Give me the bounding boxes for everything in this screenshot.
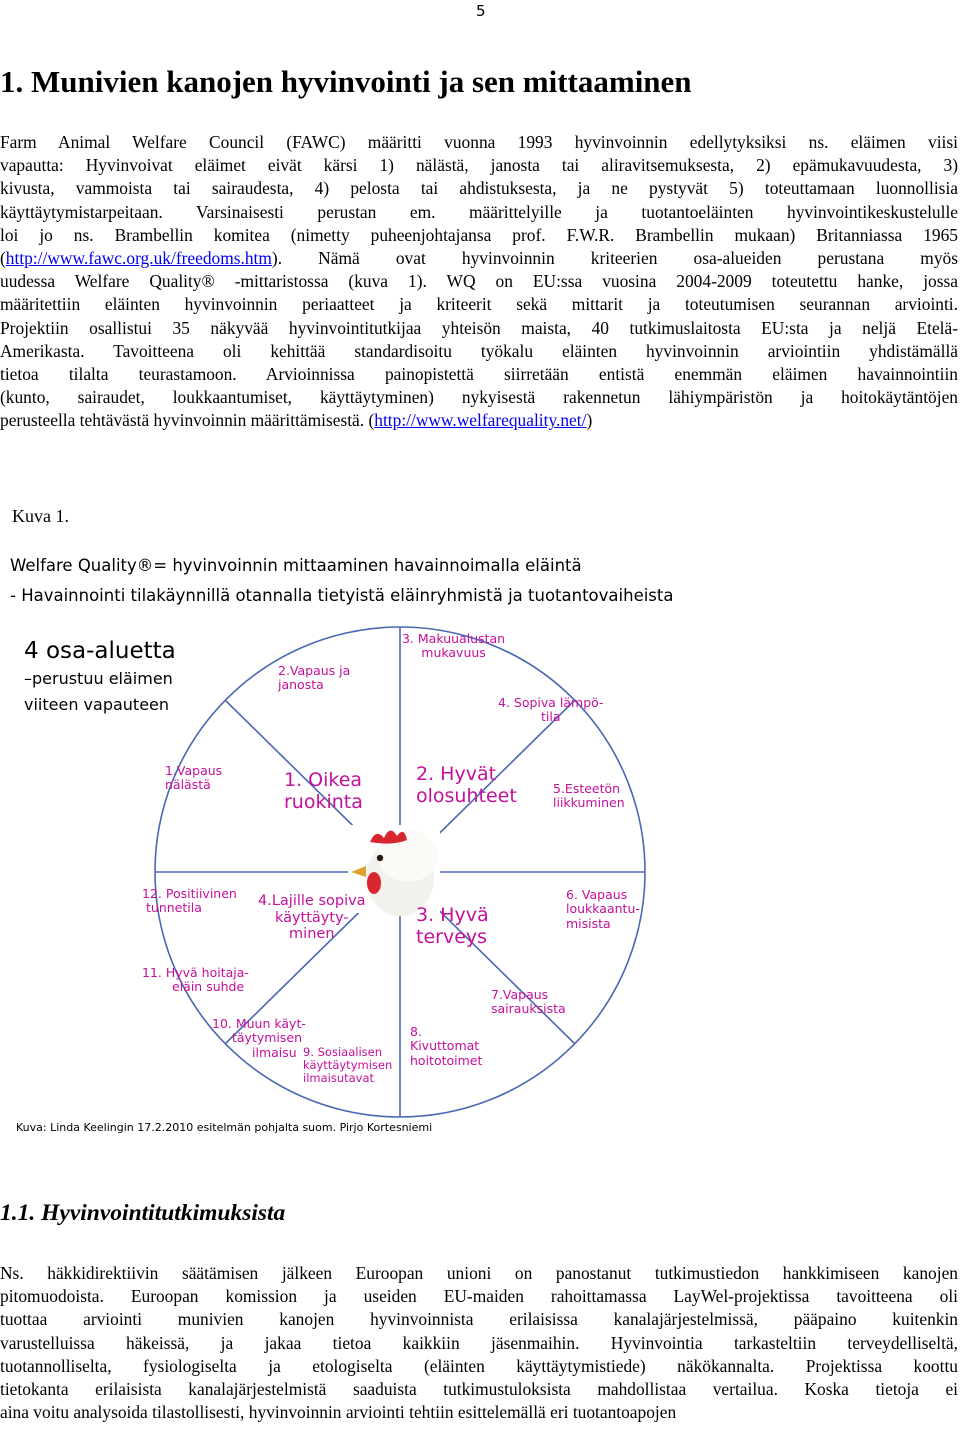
criterion-2	[278, 664, 350, 693]
criterion-line: janosta	[278, 677, 324, 693]
intro-paragraph	[0, 131, 958, 433]
criterion-11	[142, 966, 249, 995]
criterion-10	[212, 1017, 306, 1060]
text-line: tietoa tilalta teurastamoon. Arvioinnissa painopistettä siirretään entistä enemmän eläimen havainnointiin	[0, 364, 958, 385]
quadrant-line: 4.Lajille sopiva	[258, 893, 366, 909]
figure-label: Kuva 1.	[12, 506, 69, 526]
fawc-link[interactable]: http://www.fawc.org.uk/freedoms.htm	[5, 248, 272, 269]
criterion-line: ilmaisutavat	[303, 1071, 375, 1086]
criterion-line: misista	[566, 915, 611, 931]
quadrant-health	[416, 905, 489, 949]
criterion-line: liikkuminen	[553, 795, 625, 811]
text-line: aina voitu analysoida tilastollisesti, hyvinvoinnin arviointi tehtiin esittelemällä eri tuotantoapojen	[0, 1402, 677, 1423]
quadrant-line: terveys	[416, 925, 488, 948]
criterion-line: ilmaisu	[252, 1044, 297, 1060]
criterion-line: 3. Makuualustan	[402, 631, 506, 646]
text-line: pitomuodoista. Euroopan komission ja useiden EU-maiden rahoittamassa LayWel-projektissa tavoitteena oli	[0, 1286, 958, 1307]
text-line	[0, 247, 958, 270]
criterion-line: 7.Vapaus	[491, 987, 549, 1002]
text-line: käyttäytymistarpeitaan. Varsinaisesti perustan em. määrittelyille ja tuotantoeläinten hyvinvointikeskustelulle	[0, 201, 958, 222]
criterion-line: 12. Positiivinen	[142, 886, 237, 901]
criterion-line: Kivuttomat	[410, 1038, 480, 1054]
welfarequality-link[interactable]: http://www.welfarequality.net/	[374, 410, 587, 431]
criterion-line: 5.Esteetön	[553, 781, 621, 796]
page-number: 5	[476, 2, 486, 20]
quadrant-line: käyttäyty-	[274, 909, 349, 926]
text-fragment: ). Nämä ovat hyvinvoinnin kriteerien osa-alueiden perustana myös	[271, 248, 958, 269]
criterion-line: tunnetila	[146, 900, 202, 916]
text-line: tuotannolliselta, fysiologiselta ja etologiselta (eläinten käyttäytymistiede) näkökannalta. Projektissa koottu	[0, 1355, 958, 1376]
criterion-line: käyttäytymisen	[303, 1058, 393, 1073]
quadrant-line: 2. Hyvät	[416, 763, 497, 785]
criterion-line: 1.Vapaus	[165, 763, 223, 778]
figure-title: Welfare Quality®= hyvinvoinnin mittaaminen havainnoimalla eläintä	[10, 556, 582, 575]
text-line: Ns. häkkidirektiivin säätämisen jälkeen Euroopan unioni on panostanut tutkimustiedon hankkimiseen kanojen	[0, 1263, 958, 1283]
criterion-line: eläin suhde	[172, 979, 245, 995]
text-line: Projektiin osallistui 35 näkyvää hyvinvointitutkijaa yhteisön maista, 40 tutkimuslaitosta EU:sta ja neljä Etelä-	[0, 317, 958, 338]
criterion-line: 2.Vapaus ja	[278, 663, 351, 678]
quadrant-line: 3. Hyvä	[416, 904, 489, 926]
research-paragraph	[0, 1262, 958, 1424]
text-line: Farm Animal Welfare Council (FAWC) määritti vuonna 1993 hyvinvoinnin edellytyksiksi ns. eläimen viisi	[0, 132, 958, 152]
criterion-line: loukkaantu-	[566, 901, 640, 917]
criterion-7	[491, 988, 566, 1017]
criterion-line: 8.	[410, 1024, 422, 1039]
quadrant-line: 1. Oikea	[284, 769, 363, 791]
text-line	[0, 409, 958, 432]
text-line: (kunto, sairaudet, loukkaantumiset, käyttäytyminen) nykyisestä rakennetun lähiympäristön ja hoitokäytäntöjen	[0, 387, 958, 408]
criterion-5	[553, 782, 625, 811]
criterion-line: sairauksista	[491, 1001, 566, 1017]
criterion-line: täytymisen	[232, 1030, 303, 1046]
criterion-8	[410, 1025, 482, 1068]
text-line: kivusta, vammoista tai sairaudesta, 4) pelosta tai ahdistuksesta, ja ne pystyvät 5) toteuttamaan luonnollisia	[0, 178, 958, 199]
section-heading: 1. Munivien kanojen hyvinvointi ja sen mittaaminen	[0, 64, 692, 99]
criterion-line: mukavuus	[421, 645, 486, 661]
text-line: tuottaa arviointi munivien kanojen hyvinvoinnista erilaisissa kanalajärjestelmissä, pääpaino kuitenkin	[0, 1309, 958, 1330]
criterion-12	[142, 887, 237, 916]
criterion-line: 10. Muun käyt-	[212, 1016, 306, 1031]
text-line: tietokanta erilaisista kanalajärjestelmistä saaduista tutkimustuloksista mahdollistaa vertailua. Koska tietoja ei	[0, 1379, 958, 1400]
text-line: varustelluissa häkeissä, ja jakaa tietoa kaikkiin jäsenmaihin. Hyvinvointia tarkasteltiin terveydelliseltä,	[0, 1332, 958, 1353]
text-line: määritettiin eläinten hyvinvoinnin periaatteet ja kriteerit sekä mittarit ja toteutumisen seurannan arviointi.	[0, 294, 958, 315]
text-line: Amerikasta. Tavoitteena oli kehittää standardisoitu työkalu eläinten hyvinvoinnin arviointiin yhdistämällä	[0, 340, 958, 361]
quadrant-feeding	[284, 770, 363, 814]
criterion-line: 4. Sopiva lämpö-	[498, 695, 604, 710]
four-areas-title: 4 osa-aluetta	[24, 638, 176, 664]
figure-caption: Kuva: Linda Keelingin 17.2.2010 esitelmän pohjalta suom. Pirjo Kortesniemi	[16, 1121, 433, 1134]
text-fragment: perusteella tehtävästä hyvinvoinnin määrittämisestä. (	[0, 410, 375, 431]
criterion-line: 6. Vapaus	[566, 887, 628, 902]
criterion-9	[303, 1046, 392, 1086]
text-line: loi jo ns. Brambellin komitea (nimetty puheenjohtajansa prof. F.W.R. Brambellin mukaan) Britanniassa 1965	[0, 224, 958, 245]
criterion-line: 9. Sosiaalisen	[303, 1045, 382, 1059]
four-areas-text: viiteen vapauteen	[24, 695, 170, 714]
criterion-1	[165, 764, 222, 793]
four-areas-box	[24, 636, 176, 718]
quadrant-line: olosuhteet	[416, 784, 517, 807]
four-areas-text: –perustuu eläimen	[24, 669, 173, 688]
criterion-3	[402, 632, 505, 661]
criterion-4	[498, 696, 604, 725]
quadrant-line: minen	[289, 926, 335, 943]
text-line: uudessa Welfare Quality® -mittaristossa (kuva 1). WQ on EU:ssa vuosina 2004-2009 toteutettu hanke, jossa	[0, 271, 958, 292]
text-fragment: (	[0, 248, 6, 269]
subsection-heading: 1.1. Hyvinvointitutkimuksista	[0, 1200, 286, 1226]
criterion-line: tila	[541, 709, 561, 725]
quadrant-line: ruokinta	[284, 790, 363, 813]
quadrant-behaviour	[258, 893, 366, 943]
criterion-line: hoitotoimet	[410, 1052, 483, 1068]
text-line: vapautta: Hyvinvoivat eläimet eivät kärsi 1) nälästä, janosta tai aliravitsemuksesta, 2) epämukavuudesta, 3)	[0, 155, 958, 176]
criterion-line: 11. Hyvä hoitaja-	[142, 965, 249, 980]
criterion-6	[566, 888, 640, 931]
figure-subtitle: - Havainnointi tilakäynnillä otannalla tietyistä eläinryhmistä ja tuotantovaiheista	[10, 586, 674, 605]
quadrant-housing	[416, 764, 517, 808]
text-fragment: )	[586, 410, 593, 431]
criterion-line: nälästä	[165, 777, 211, 793]
